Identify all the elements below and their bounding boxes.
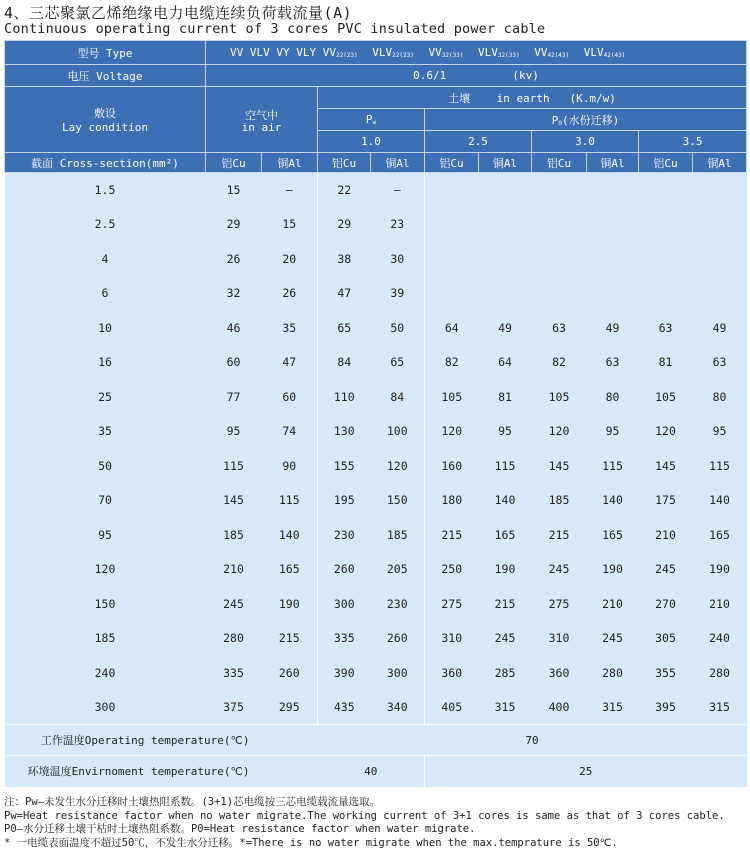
value-cell: 275	[425, 587, 479, 622]
value-cell	[639, 173, 693, 208]
cu-header: 铝Cu	[206, 153, 262, 173]
factor-value: 3.5	[639, 131, 747, 153]
value-cell: 210	[206, 552, 262, 587]
cross-section-cell: 50	[5, 449, 206, 484]
value-cell: 115	[479, 449, 532, 484]
voltage-label: 电压 Voltage	[5, 65, 206, 87]
value-cell: 315	[693, 690, 747, 725]
cross-section-cell: 150	[5, 587, 206, 622]
value-cell	[693, 242, 747, 277]
value-cell	[532, 173, 587, 208]
value-cell: 400	[532, 690, 587, 725]
cu-header: 铝Cu	[425, 153, 479, 173]
value-cell	[587, 207, 639, 242]
value-cell: 120	[371, 449, 425, 484]
cross-section-cell: 1.5	[5, 173, 206, 208]
value-cell: 46	[206, 311, 262, 346]
value-cell: 81	[479, 380, 532, 415]
cross-section-cell: 10	[5, 311, 206, 346]
type-label: 型号 Type	[5, 41, 206, 65]
footnote: P0—水分迁移土壤干枯时土壤热阻系数。P0=Heat resistance factor when water migrate.	[4, 823, 725, 837]
value-cell	[532, 207, 587, 242]
value-cell	[425, 207, 479, 242]
value-cell: 335	[318, 621, 371, 656]
value-cell: 100	[371, 414, 425, 449]
value-cell	[587, 173, 639, 208]
value-cell: 215	[479, 587, 532, 622]
value-cell: 23	[371, 207, 425, 242]
value-cell: 26	[262, 276, 318, 311]
value-cell: 195	[318, 483, 371, 518]
value-cell	[639, 276, 693, 311]
value-cell: 215	[532, 518, 587, 553]
value-cell: 82	[425, 345, 479, 380]
value-cell: 305	[639, 621, 693, 656]
value-cell: 165	[479, 518, 532, 553]
value-cell: 90	[262, 449, 318, 484]
value-cell: 210	[587, 587, 639, 622]
table-row	[5, 345, 747, 380]
type-value: VV VLV VY VLY VV	[230, 46, 336, 59]
value-cell: 47	[262, 345, 318, 380]
voltage-row	[5, 65, 747, 87]
cross-section-cell: 2.5	[5, 207, 206, 242]
factor-value: 3.0	[532, 131, 639, 153]
value-cell	[693, 276, 747, 311]
value-cell	[479, 207, 532, 242]
value-cell: 210	[639, 518, 693, 553]
value-cell: 240	[693, 621, 747, 656]
value-cell: 95	[479, 414, 532, 449]
value-cell	[425, 173, 479, 208]
cross-section-cell: 16	[5, 345, 206, 380]
value-cell: 260	[318, 552, 371, 587]
value-cell: 165	[587, 518, 639, 553]
value-cell: 49	[693, 311, 747, 346]
footnote: 注：Pw—未发生水分迁移时土壤热阻系数。(3+1)芯电缆按三芯电缆载流量选取。	[4, 796, 725, 810]
in-air-cell	[206, 87, 318, 153]
value-cell: 115	[206, 449, 262, 484]
cross-section-label: 截面 Cross-section(mm²)	[5, 153, 206, 173]
al-header: 铜Al	[587, 153, 639, 173]
lay-row	[5, 87, 747, 109]
value-cell: 360	[425, 656, 479, 691]
value-cell: 63	[639, 311, 693, 346]
value-cell: 295	[262, 690, 318, 725]
footnote: * 一电缆表面温度不超过50℃，不发生水分迁移。*=There is no water migrate when the max.temprature is 50℃.	[4, 837, 725, 850]
value-cell: 110	[318, 380, 371, 415]
value-cell: 190	[587, 552, 639, 587]
cross-section-cell: 120	[5, 552, 206, 587]
value-cell: 80	[587, 380, 639, 415]
value-cell: 375	[206, 690, 262, 725]
environment-temp-soil: 25	[425, 756, 747, 787]
value-cell: 49	[479, 311, 532, 346]
value-cell: 115	[587, 449, 639, 484]
value-cell: 63	[693, 345, 747, 380]
factor-value: 2.5	[425, 131, 532, 153]
in-air-en: in air	[206, 123, 317, 132]
value-cell: 64	[479, 345, 532, 380]
value-cell: 105	[425, 380, 479, 415]
value-cell: 81	[639, 345, 693, 380]
value-cell: 405	[425, 690, 479, 725]
value-cell: 395	[639, 690, 693, 725]
value-cell: 275	[532, 587, 587, 622]
value-cell: 60	[206, 345, 262, 380]
table-row	[5, 173, 747, 208]
value-cell: 180	[425, 483, 479, 518]
value-cell	[532, 242, 587, 277]
table-row	[5, 483, 747, 518]
value-cell: 300	[318, 587, 371, 622]
type-value: VLV	[470, 46, 498, 59]
table-row	[5, 207, 747, 242]
page-title: 4、三芯聚氯乙烯绝缘电力电缆连续负荷载流量(A)	[4, 2, 352, 23]
value-cell: 190	[262, 587, 318, 622]
value-cell: 145	[639, 449, 693, 484]
value-cell: 310	[532, 621, 587, 656]
value-cell: 215	[425, 518, 479, 553]
value-cell: 120	[639, 414, 693, 449]
value-cell	[693, 207, 747, 242]
operating-temp-row	[5, 725, 747, 756]
value-cell: 260	[371, 621, 425, 656]
value-cell: 115	[262, 483, 318, 518]
value-cell: 50	[371, 311, 425, 346]
footnote: Pw=Heat resistance factor when no water migrate.The working current of 3+1 cores is same as that of 3 cores cable.	[4, 810, 725, 824]
cu-header: 铝Cu	[532, 153, 587, 173]
value-cell	[639, 207, 693, 242]
soil-label: 土壤 in earth (K.m/w)	[318, 87, 747, 109]
table-row	[5, 242, 747, 277]
type-row	[5, 41, 747, 65]
value-cell	[479, 173, 532, 208]
table-row	[5, 690, 747, 725]
value-cell: 355	[639, 656, 693, 691]
value-cell: 77	[206, 380, 262, 415]
in-air-cn: 空气中	[206, 107, 317, 123]
value-cell: 185	[371, 518, 425, 553]
column-header-row	[5, 153, 747, 173]
value-cell: 145	[206, 483, 262, 518]
value-cell: 260	[262, 656, 318, 691]
value-cell: 64	[425, 311, 479, 346]
value-cell: 63	[532, 311, 587, 346]
value-cell: 105	[639, 380, 693, 415]
lay-condition-cell	[5, 87, 206, 153]
value-cell: 390	[318, 656, 371, 691]
value-cell: 230	[318, 518, 371, 553]
value-cell: 335	[206, 656, 262, 691]
value-cell: 245	[587, 621, 639, 656]
value-cell: 245	[206, 587, 262, 622]
value-cell: 340	[371, 690, 425, 725]
table-row	[5, 552, 747, 587]
value-cell: 230	[371, 587, 425, 622]
table-header	[5, 41, 747, 173]
value-cell: —	[371, 173, 425, 208]
value-cell: 60	[262, 380, 318, 415]
lay-condition-en: Lay condition	[5, 121, 205, 134]
value-cell: 82	[532, 345, 587, 380]
value-cell: 63	[587, 345, 639, 380]
value-cell	[587, 276, 639, 311]
value-cell: 95	[587, 414, 639, 449]
value-cell: 280	[693, 656, 747, 691]
value-cell: 165	[693, 518, 747, 553]
environment-temp-label: 环境温度Envirnoment temperature(℃)	[5, 756, 318, 787]
value-cell	[479, 276, 532, 311]
value-cell: 285	[479, 656, 532, 691]
factor-value: 1.0	[318, 131, 425, 153]
value-cell: 140	[587, 483, 639, 518]
type-value: VV	[420, 46, 441, 59]
value-cell: 38	[318, 242, 371, 277]
value-cell: 130	[318, 414, 371, 449]
cross-section-cell: 300	[5, 690, 206, 725]
value-cell: 74	[262, 414, 318, 449]
value-cell: 160	[425, 449, 479, 484]
value-cell: 120	[532, 414, 587, 449]
operating-temp-label: 工作温度Operating temperature(℃)	[5, 725, 318, 756]
value-cell: 15	[262, 207, 318, 242]
value-cell: 140	[479, 483, 532, 518]
table-row	[5, 518, 747, 553]
cross-section-cell: 25	[5, 380, 206, 415]
table-row	[5, 587, 747, 622]
value-cell: 22	[318, 173, 371, 208]
value-cell: 47	[318, 276, 371, 311]
cross-section-cell: 240	[5, 656, 206, 691]
table-footer	[5, 725, 747, 787]
value-cell: 360	[532, 656, 587, 691]
value-cell: 105	[532, 380, 587, 415]
type-value: VLV	[364, 46, 392, 59]
value-cell: 210	[693, 587, 747, 622]
value-cell: 39	[371, 276, 425, 311]
value-cell: 245	[479, 621, 532, 656]
value-cell: 120	[425, 414, 479, 449]
table-row	[5, 276, 747, 311]
value-cell: 35	[262, 311, 318, 346]
footnotes	[4, 796, 725, 850]
value-cell	[532, 276, 587, 311]
type-values: VV VLV VY VLY VV22(23) VLV22(23) VV32(33) VLV32(33) VV42(43) VLV42(43)	[206, 41, 747, 65]
value-cell: 26	[206, 242, 262, 277]
value-cell: 245	[532, 552, 587, 587]
value-cell: 315	[479, 690, 532, 725]
table-row	[5, 621, 747, 656]
value-cell: 280	[587, 656, 639, 691]
table-body	[5, 173, 747, 725]
value-cell: 185	[532, 483, 587, 518]
al-header: 铜Al	[479, 153, 532, 173]
environment-temp-row	[5, 756, 747, 787]
value-cell: 175	[639, 483, 693, 518]
value-cell	[587, 242, 639, 277]
value-cell: 65	[371, 345, 425, 380]
page-subtitle: Continuous operating current of 3 cores PVC insulated power cable	[4, 21, 545, 37]
pw-label: Pw	[318, 109, 425, 131]
voltage-value: 0.6/1 (kv)	[206, 65, 747, 87]
al-header: 铜Al	[693, 153, 747, 173]
value-cell: 190	[693, 552, 747, 587]
table-row	[5, 380, 747, 415]
al-header: 铜Al	[262, 153, 318, 173]
value-cell: 29	[318, 207, 371, 242]
value-cell: 30	[371, 242, 425, 277]
value-cell: 435	[318, 690, 371, 725]
value-cell: 250	[425, 552, 479, 587]
value-cell: 65	[318, 311, 371, 346]
type-value: VLV	[576, 46, 604, 59]
value-cell: 80	[693, 380, 747, 415]
value-cell: 190	[479, 552, 532, 587]
value-cell: 310	[425, 621, 479, 656]
cross-section-cell: 4	[5, 242, 206, 277]
value-cell: 95	[693, 414, 747, 449]
value-cell: 20	[262, 242, 318, 277]
value-cell	[639, 242, 693, 277]
value-cell: 155	[318, 449, 371, 484]
value-cell: 280	[206, 621, 262, 656]
value-cell: 300	[371, 656, 425, 691]
value-cell	[425, 242, 479, 277]
value-cell: 84	[318, 345, 371, 380]
value-cell: 49	[587, 311, 639, 346]
current-table	[4, 40, 747, 787]
p0-label: P0(水份迁移)	[425, 109, 747, 131]
cross-section-cell: 6	[5, 276, 206, 311]
value-cell: 115	[693, 449, 747, 484]
value-cell: 95	[206, 414, 262, 449]
operating-temp-value: 70	[318, 725, 747, 756]
value-cell: 245	[639, 552, 693, 587]
value-cell: 29	[206, 207, 262, 242]
cross-section-cell: 70	[5, 483, 206, 518]
value-cell: 84	[371, 380, 425, 415]
al-header: 铜Al	[371, 153, 425, 173]
value-cell	[479, 242, 532, 277]
value-cell	[693, 173, 747, 208]
cross-section-cell: 95	[5, 518, 206, 553]
type-value: VV	[526, 46, 547, 59]
value-cell: 15	[206, 173, 262, 208]
value-cell: 270	[639, 587, 693, 622]
value-cell: 140	[693, 483, 747, 518]
cross-section-cell: 185	[5, 621, 206, 656]
table-row	[5, 414, 747, 449]
table-row	[5, 656, 747, 691]
value-cell: —	[262, 173, 318, 208]
value-cell: 205	[371, 552, 425, 587]
value-cell: 315	[587, 690, 639, 725]
value-cell: 145	[532, 449, 587, 484]
value-cell: 165	[262, 552, 318, 587]
table-row	[5, 449, 747, 484]
lay-condition-cn: 敷设	[5, 105, 205, 121]
value-cell: 150	[371, 483, 425, 518]
value-cell: 140	[262, 518, 318, 553]
cu-header: 铝Cu	[639, 153, 693, 173]
value-cell: 185	[206, 518, 262, 553]
cu-header: 铝Cu	[318, 153, 371, 173]
value-cell: 32	[206, 276, 262, 311]
table-row	[5, 311, 747, 346]
value-cell: 215	[262, 621, 318, 656]
value-cell	[425, 276, 479, 311]
cross-section-cell: 35	[5, 414, 206, 449]
environment-temp-air: 40	[318, 756, 425, 787]
